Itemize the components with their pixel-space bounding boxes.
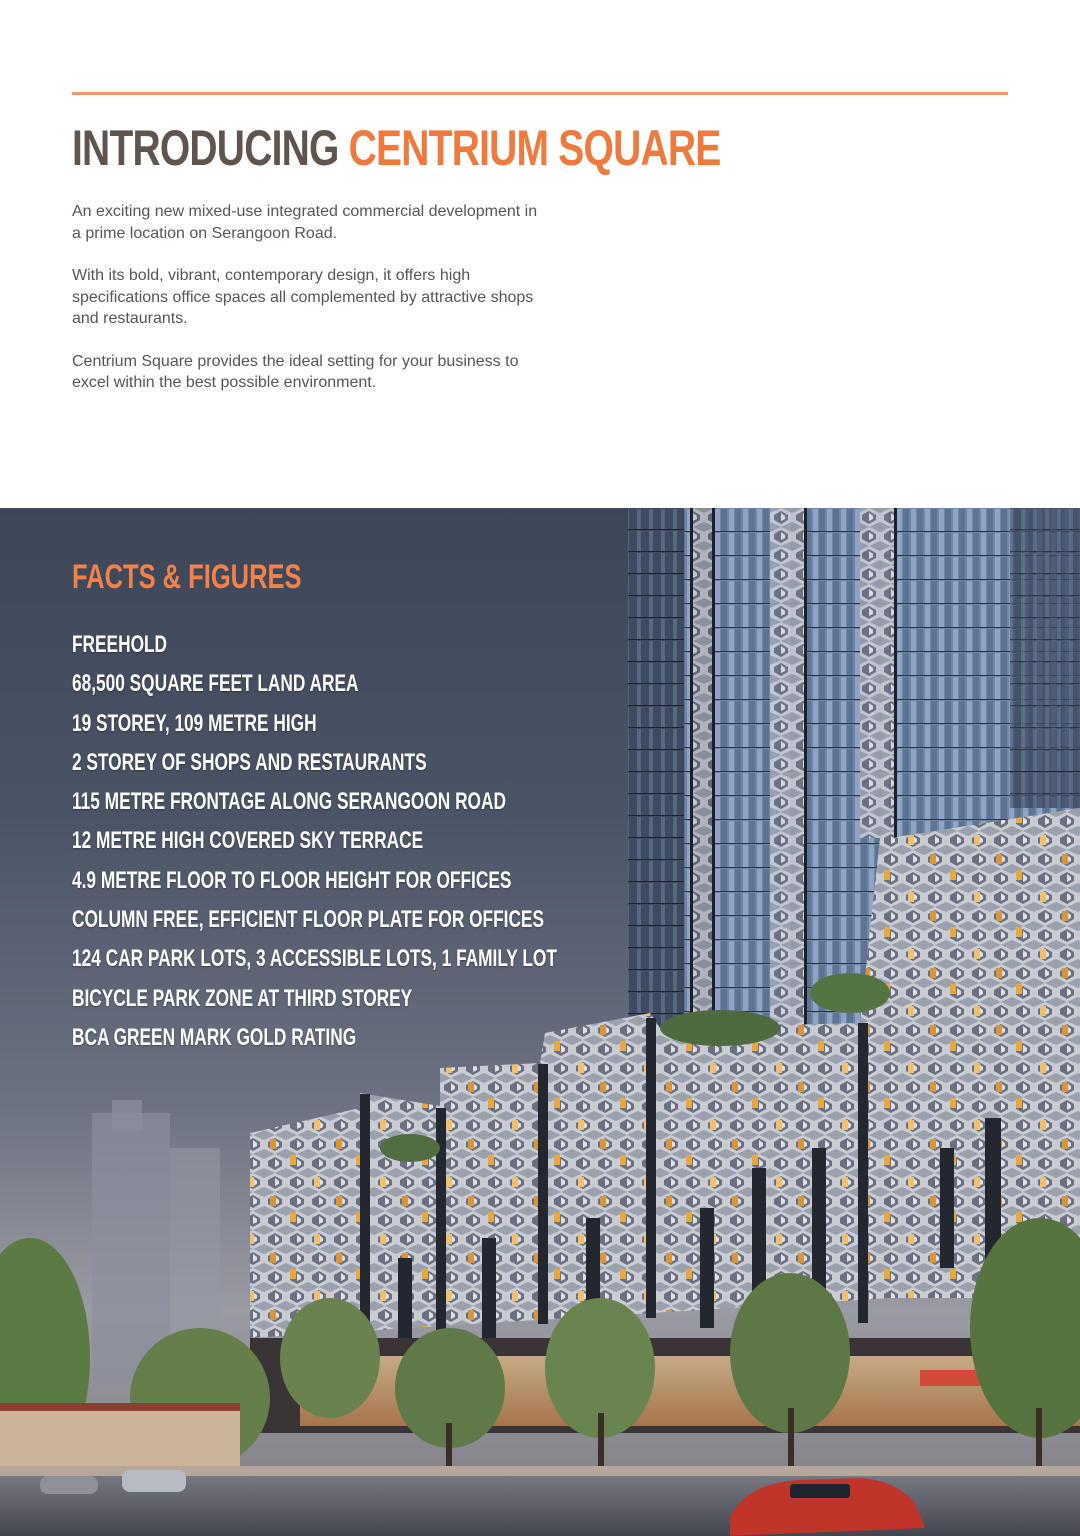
intro-text (72, 201, 542, 415)
fact-item: BICYCLE PARK ZONE AT THIRD STOREY (72, 984, 413, 1012)
facts-list (72, 625, 745, 1057)
intro-paragraph-1: An exciting new mixed-use integrated commercial development in a prime location on Serangoon Road. (72, 203, 538, 242)
facts-title: FACTS & FIGURES (72, 558, 302, 596)
fact-item: BCA GREEN MARK GOLD RATING (72, 1023, 357, 1051)
top-divider-rule (72, 92, 1008, 95)
fact-item: FREEHOLD (72, 631, 168, 658)
title-centrium-square: CENTRIUM SQUARE (348, 120, 721, 176)
fact-item: 68,500 SQUARE FEET LAND AREA (72, 670, 359, 698)
intro-paragraph-3: Centrium Square provides the ideal setting for your business to excel within the best possible environment. (72, 352, 519, 391)
building-rendering-section (0, 508, 1080, 1536)
fact-item: 4.9 METRE FLOOR TO FLOOR HEIGHT FOR OFFICES (72, 866, 512, 894)
intro-paragraph-2: With its bold, vibrant, contemporary design, it offers high specifications office spaces all complemented by attractive shops and restaurants. (72, 267, 534, 327)
title-introducing: INTRODUCING (72, 120, 339, 176)
fact-item: COLUMN FREE, EFFICIENT FLOOR PLATE FOR OFFICES (72, 906, 544, 934)
fact-item: 124 CAR PARK LOTS, 3 ACCESSIBLE LOTS, 1 FAMILY LOT (72, 945, 557, 973)
fact-item: 2 STOREY OF SHOPS AND RESTAURANTS (72, 748, 427, 776)
fact-item: 12 METRE HIGH COVERED SKY TERRACE (72, 827, 424, 855)
fact-item: 115 METRE FRONTAGE ALONG SERANGOON ROAD (72, 788, 506, 816)
fact-item: 19 STOREY, 109 METRE HIGH (72, 709, 317, 737)
page-title (72, 118, 720, 178)
